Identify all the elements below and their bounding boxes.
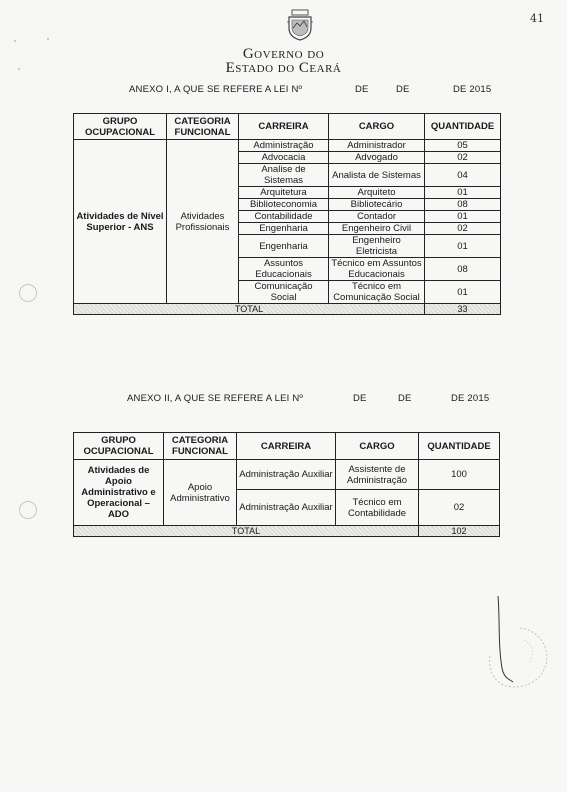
quantidade-cell: 05 [425, 140, 501, 152]
quantidade-cell: 08 [425, 258, 501, 281]
annex2-title-de2: DE [398, 393, 412, 404]
table-row [74, 460, 500, 490]
total-row [74, 526, 500, 537]
total-value: 33 [425, 304, 501, 315]
category-cell: Atividades Profissionais [167, 140, 239, 304]
annex2-title [0, 393, 567, 405]
carreira-cell: Engenharia [239, 235, 329, 258]
column-header-carreira: CARREIRA [237, 433, 336, 460]
carreira-cell: Advocacia [239, 152, 329, 164]
category-cell: Apoio Administrativo [164, 460, 237, 526]
annex2-title-de1: DE [353, 393, 367, 404]
column-header-categoria: CATEGORIA FUNCIONAL [164, 433, 237, 460]
column-header-quantidade: QUANTIDADE [425, 114, 501, 140]
cargo-cell: Técnico em Assuntos Educacionais [329, 258, 425, 281]
carreira-cell: Administração [239, 140, 329, 152]
carreira-cell: Assuntos Educacionais [239, 258, 329, 281]
cargo-cell: Administrador [329, 140, 425, 152]
annex1-title-year: DE 2015 [453, 84, 492, 95]
carreira-cell: Administração Auxiliar [237, 460, 336, 490]
carreira-cell: Administração Auxiliar [237, 490, 336, 526]
government-header-line1: Governo do [242, 46, 325, 62]
column-header-grupo: GRUPO OCUPACIONAL [74, 433, 164, 460]
annex1-title [0, 84, 567, 96]
cargo-cell: Arquiteto [329, 187, 425, 199]
quantidade-cell: 08 [425, 199, 501, 211]
carreira-cell: Engenharia [239, 223, 329, 235]
group-cell: Atividades de Apoio Administrativo e Operacional – ADO [74, 460, 164, 526]
cargo-cell: Contador [329, 211, 425, 223]
column-header-carreira: CARREIRA [239, 114, 329, 140]
total-label: TOTAL [74, 526, 419, 537]
government-header-line2: Estado do Ceará [225, 60, 342, 76]
column-header-categoria: CATEGORIA FUNCIONAL [167, 114, 239, 140]
table-row [74, 140, 501, 152]
column-header-quantidade: QUANTIDADE [419, 433, 500, 460]
group-cell: Atividades de Nível Superior - ANS [74, 140, 167, 304]
total-label: TOTAL [74, 304, 425, 315]
carreira-cell: Analise de Sistemas [239, 164, 329, 187]
cargo-cell: Bibliotecário [329, 199, 425, 211]
carreira-cell: Arquitetura [239, 187, 329, 199]
carreira-cell: Biblioteconomia [239, 199, 329, 211]
punch-hole-mark [19, 501, 37, 519]
cargo-cell: Técnico em Comunicação Social [329, 281, 425, 304]
quantidade-cell: 01 [425, 281, 501, 304]
cargo-cell: Analista de Sistemas [329, 164, 425, 187]
state-seal-icon [283, 8, 317, 42]
annex1-title-de1: DE [355, 84, 369, 95]
carreira-cell: Contabilidade [239, 211, 329, 223]
quantidade-cell: 04 [425, 164, 501, 187]
column-header-cargo: CARGO [329, 114, 425, 140]
quantidade-cell: 02 [419, 490, 500, 526]
annex1-title-de2: DE [396, 84, 410, 95]
carreira-cell: Comunicação Social [239, 281, 329, 304]
total-row [74, 304, 501, 315]
column-header-cargo: CARGO [336, 433, 419, 460]
quantidade-cell: 01 [425, 235, 501, 258]
annex2-table [73, 432, 500, 537]
quantidade-cell: 02 [425, 223, 501, 235]
page-number: 41 [530, 12, 544, 25]
annex1-table [73, 113, 501, 315]
annex1-title-prefix: ANEXO I, A QUE SE REFERE A LEI Nº [129, 84, 303, 95]
cargo-cell: Advogado [329, 152, 425, 164]
total-value: 102 [419, 526, 500, 537]
quantidade-cell: 02 [425, 152, 501, 164]
cargo-cell: Assistente de Administração [336, 460, 419, 490]
punch-hole-mark [19, 284, 37, 302]
cargo-cell: Engenheiro Civil [329, 223, 425, 235]
quantidade-cell: 100 [419, 460, 500, 490]
signature-mark [470, 590, 560, 700]
cargo-cell: Engenheiro Eletricista [329, 235, 425, 258]
quantidade-cell: 01 [425, 211, 501, 223]
annex2-title-year: DE 2015 [451, 393, 490, 404]
scan-speck [14, 40, 16, 42]
quantidade-cell: 01 [425, 187, 501, 199]
scan-speck [18, 68, 20, 70]
annex2-title-prefix: ANEXO II, A QUE SE REFERE A LEI Nº [127, 393, 304, 404]
cargo-cell: Técnico em Contabilidade [336, 490, 419, 526]
scan-speck [47, 38, 49, 40]
column-header-grupo: GRUPO OCUPACIONAL [74, 114, 167, 140]
